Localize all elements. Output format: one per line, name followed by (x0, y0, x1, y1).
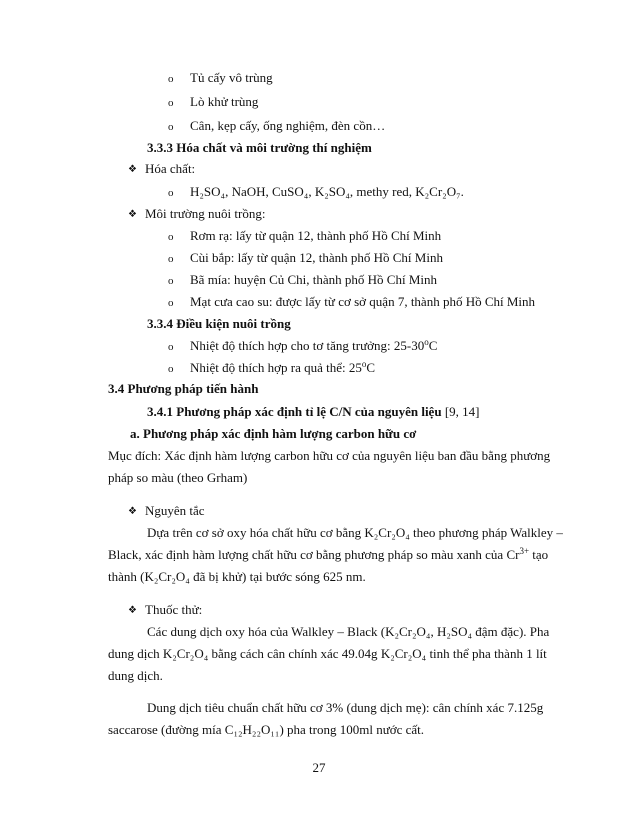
chemicals-text: H₂SO₄, NaOH, CuSO₄, K₂SO₄, methy red, K₂Cr₂O₇. (190, 184, 464, 199)
list-item-text: Bã mía: huyện Củ Chi, thành phố Hồ Chí Minh (190, 272, 437, 287)
principle-line3 (108, 569, 366, 585)
reagent-line2 (108, 646, 547, 662)
text: tạo (529, 547, 549, 562)
list-item-text: Cân, kẹp cấy, ống nghiệm, đèn cồn… (190, 118, 386, 133)
bullet-principle (145, 503, 205, 519)
bullet-text: Hóa chất: (145, 161, 196, 176)
temp-unit: C (366, 360, 376, 375)
bullet-text: Thuốc thử: (145, 602, 203, 617)
bullet-reagent (145, 602, 202, 618)
list-item (190, 294, 535, 310)
page-number: 27 (312, 760, 326, 775)
list-item (190, 228, 441, 244)
text: tinh thể pha thành 1 lít (426, 646, 547, 661)
text: Dựa trên cơ sở oxy hóa chất hữu cơ bằng (147, 525, 365, 540)
bullet-medium (145, 206, 265, 222)
reagent-line1 (147, 624, 549, 640)
list-item (190, 70, 273, 86)
bullet-chemicals (145, 161, 195, 177)
temp-label: Nhiệt độ thích hợp ra quả thể: 25 (190, 360, 362, 375)
list-item-temp-growth (190, 338, 437, 354)
list-item-text: Cùi bắp: lấy từ quận 12, thành phố Hồ Chí Minh (190, 250, 443, 265)
list-item-temp-fruit (190, 360, 375, 376)
standard-solution-line2 (108, 722, 424, 738)
degree-sup: o (361, 359, 367, 369)
temp-label: Nhiệt độ thích hợp cho tơ tăng trưởng: 25-30 (190, 338, 425, 353)
text: dung dịch (108, 646, 163, 661)
subheading-a: a. Phương pháp xác định hàm lượng carbon hữu cơ (130, 426, 417, 441)
text: ) pha trong 100ml nước cất. (279, 722, 425, 737)
text: đã bị khử) tại bước sóng 625 nm. (189, 569, 366, 584)
list-item (190, 272, 437, 288)
list-item-text: Tủ cấy vô trùng (190, 70, 273, 85)
principle-line1 (147, 525, 563, 541)
text: saccarose (đường mía (108, 722, 225, 737)
text: Black, xác định hàm lượng chất hữu cơ bằng phương pháp so màu xanh của Cr (108, 547, 520, 562)
temp-unit: C (428, 338, 438, 353)
formula-k2cr2o4: K₂Cr₂O₄ (380, 646, 427, 661)
list-item (190, 118, 385, 134)
cr-superscript: 3+ (519, 546, 530, 556)
standard-solution-line1: Dung dịch tiêu chuẩn chất hữu cơ 3% (dung dịch mẹ): cân chính xác 7.125g (147, 700, 544, 715)
chemicals-list (190, 184, 464, 200)
list-item (190, 250, 443, 266)
heading-text: 3.4.1 Phương pháp xác định tỉ lệ C/N của nguyên liệu (147, 404, 442, 419)
formula-h2so4: H₂SO₄ (436, 624, 473, 639)
formula-k2cr2o4: K₂Cr₂O₄ (385, 624, 431, 639)
section-heading-3-4: 3.4 Phương pháp tiến hành (108, 381, 259, 396)
formula-k2cr2o4: K₂Cr₂O₄ (364, 525, 410, 540)
bullet-text: Môi trường nuôi trồng: (145, 206, 266, 221)
list-item-text: Rơm rạ: lấy từ quận 12, thành phố Hồ Chí Minh (190, 228, 442, 243)
principle-line2 (108, 547, 548, 563)
section-heading-3-3-3: 3.3.3 Hóa chất và môi trường thí nghiệm (147, 140, 372, 155)
section-heading-3-3-4: 3.3.4 Điều kiện nuôi trồng (147, 316, 291, 331)
text: theo phương pháp Walkley – (409, 525, 563, 540)
reagent-line3: dung dịch. (108, 668, 163, 683)
text: thành ( (108, 569, 145, 584)
text: đậm đặc). Pha (472, 624, 550, 639)
section-heading-3-4-1 (147, 404, 479, 420)
paragraph-purpose-line1: Mục đích: Xác định hàm lượng carbon hữu cơ của nguyên liệu ban đầu bằng phương (108, 448, 551, 463)
list-item-text: Lò khử trùng (190, 94, 259, 109)
text: bằng cách cân chính xác 49.04g (208, 646, 381, 661)
list-item-text: Mạt cưa cao su: được lấy từ cơ sở quận 7, thành phố Hồ Chí Minh (190, 294, 536, 309)
citation: [9, 14] (441, 404, 480, 419)
text: Các dung dịch oxy hóa của Walkley – Black ( (147, 624, 386, 639)
bullet-text: Nguyên tắc (145, 503, 205, 518)
list-item (190, 94, 258, 110)
formula-c12h22o11: C₁₂H₂₂O₁₁ (224, 722, 280, 737)
degree-sup: o (424, 337, 429, 347)
text: , (430, 624, 437, 639)
paragraph-purpose-line2: pháp so màu (theo Grham) (108, 470, 248, 485)
formula-k2cr2o4: K₂Cr₂O₄ (144, 569, 190, 584)
formula-k2cr2o4: K₂Cr₂O₄ (162, 646, 209, 661)
